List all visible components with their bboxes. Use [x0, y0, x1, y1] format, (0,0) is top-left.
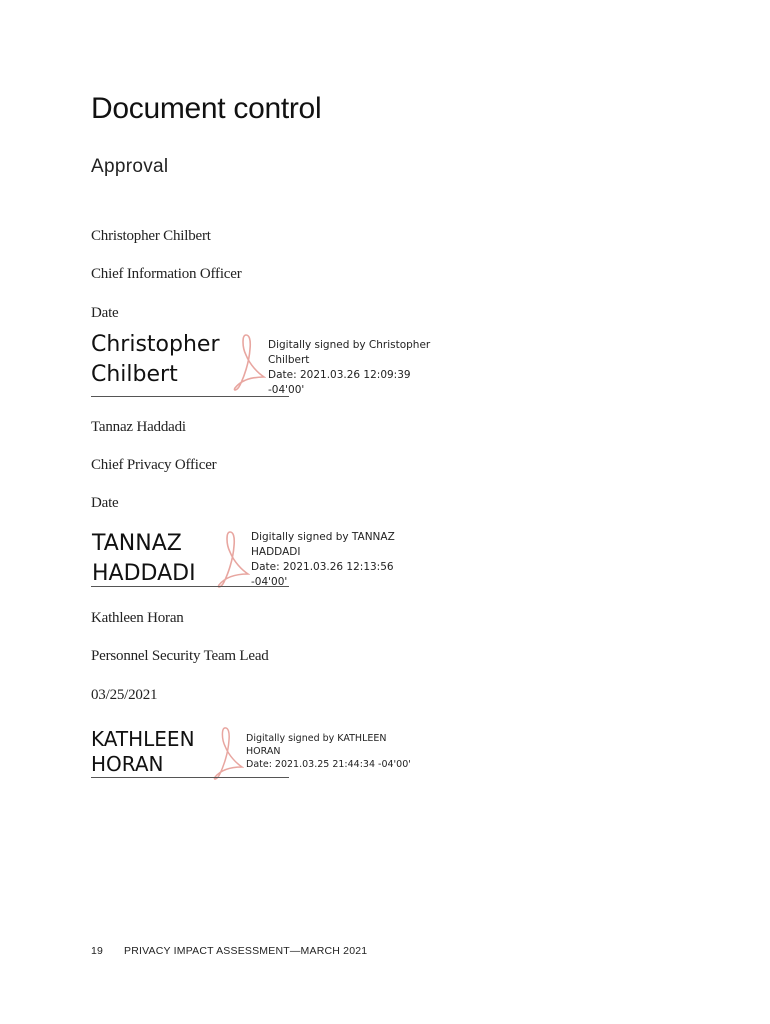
signature-details — [251, 530, 401, 590]
approver-role: Chief Information Officer — [91, 266, 242, 282]
running-footer-title: PRIVACY IMPACT ASSESSMENT—MARCH 2021 — [124, 945, 368, 957]
signature-name-line: HORAN — [91, 752, 164, 776]
signature-name-line: HADDADI — [92, 561, 196, 586]
section-heading: Approval — [91, 156, 169, 177]
page-title: Document control — [91, 92, 322, 125]
signature-line — [91, 396, 289, 397]
approver-role: Personnel Security Team Lead — [91, 648, 269, 664]
approver-role: Chief Privacy Officer — [91, 457, 217, 473]
signature-line — [91, 777, 289, 778]
signature-detail-line: HORAN — [246, 746, 281, 757]
approver-date-label: Date — [91, 495, 119, 511]
signature-detail-line: Digitally signed by TANNAZ — [251, 531, 395, 543]
approver-name: Tannaz Haddadi — [91, 419, 186, 435]
signature-name-line: Chilbert — [91, 362, 178, 387]
approver-date-label: Date — [91, 305, 119, 321]
signature-mark-icon — [216, 530, 250, 588]
approver-name: Kathleen Horan — [91, 610, 184, 626]
signature-detail-line: Digitally signed by KATHLEEN — [246, 733, 387, 744]
approver-name: Christopher Chilbert — [91, 228, 211, 244]
signature-details — [246, 732, 416, 771]
signature-mark-icon — [232, 333, 266, 391]
signature-detail-line: Date: 2021.03.25 21:44:34 -04'00' — [246, 759, 411, 770]
signature-name-line: KATHLEEN — [91, 727, 195, 751]
signature-detail-line: Date: 2021.03.26 12:13:56 — [251, 561, 394, 573]
signature-detail-line: Digitally signed by Christopher — [268, 339, 431, 351]
signature-name — [91, 330, 220, 390]
signature-name-line: TANNAZ — [92, 531, 182, 556]
signature-name — [92, 529, 196, 589]
signature-detail-line: HADDADI — [251, 546, 301, 558]
signature-mark-icon — [212, 726, 244, 780]
approver-date-label: 03/25/2021 — [91, 687, 158, 703]
signature-name — [91, 727, 195, 777]
signature-name-line: Christopher — [91, 332, 220, 357]
signature-detail-line: Date: 2021.03.26 12:09:39 -04'00' — [268, 369, 411, 396]
signature-line — [91, 586, 289, 587]
signature-details — [268, 338, 448, 398]
signature-detail-line: Chilbert — [268, 354, 310, 366]
signature-detail-line: -04'00' — [251, 576, 288, 588]
page-number: 19 — [91, 945, 104, 957]
